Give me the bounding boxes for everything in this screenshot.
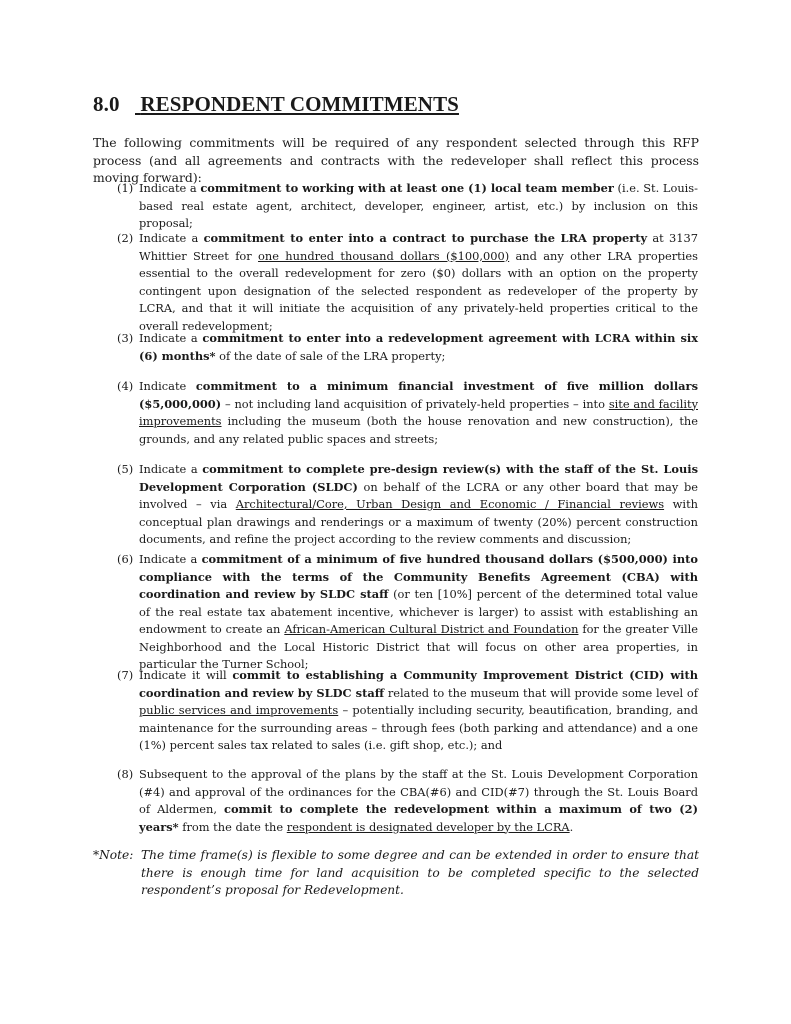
item-text: Indicate a commitment to complete pre-design review(s) with the staff of the St. Louis Development Corporation (SLDC) on behalf of the LCRA or any other board that may be involved – via Architectural/Core, Urban Design and Economic / Financial reviews with conceptual plan drawings and renderings or a maximum of twenty (20%) percent construction documents, and refine the project according to the review comments and discussion; [139, 462, 699, 546]
commitment-item-6 [117, 551, 698, 674]
item-number: (2) [117, 231, 134, 245]
commitment-item-4 [117, 378, 698, 448]
item-text: Indicate commitment to a minimum financial investment of five million dollars ($5,000,000) – not including land acquisition of privately-held properties – into site and facility improvements including the museum (both the house renovation and new construction), the grounds, and any related public spaces and streets; [139, 379, 698, 446]
item-number: (1) [117, 181, 134, 195]
footnote-label: *Note: [93, 848, 134, 862]
section-number: 8.0 [93, 92, 120, 116]
item-number: (7) [117, 668, 134, 682]
item-number: (3) [117, 331, 134, 345]
commitment-item-8 [117, 766, 698, 836]
item-number: (5) [117, 462, 134, 476]
commitment-item-7 [117, 667, 698, 755]
item-number: (4) [117, 379, 134, 393]
item-text: Subsequent to the approval of the plans by the staff at the St. Louis Development Corporation (#4) and approval of the ordinances for the CBA(#6) and CID(#7) through the St. Louis Board of Aldermen, commit to complete the redevelopment within a maximum of two (2) years* from the date the respondent is designated developer by the LCRA. [139, 767, 698, 834]
section-heading [93, 92, 459, 117]
item-text: Indicate it will commit to establishing a Community Improvement District (CID) with coordination and review by SLDC staff related to the museum that will provide some level of public services and improvements – potentially including security, beautification, branding, and maintenance for the surrounding areas – through fees (both parking and attendance) and a one (1%) percent sales tax related to sales (i.e. gift shop, etc.); and [139, 668, 699, 752]
item-text: Indicate a commitment to enter into a contract to purchase the LRA property at 3137 Whittier Street for one hundred thousand dollars ($100,000) and any other LRA properties essential to the overall redevelopment for zero ($0) dollars with an option on the property contingent upon designation of the selected respondent as redeveloper of the property by LCRA, and that it will initiate the acquisition of any privately-held properties critical to the overall redevelopment; [139, 231, 699, 333]
intro-paragraph: The following commitments will be required of any respondent selected through this RFP process (and all agreements and contracts with the redeveloper shall reflect this process moving forward): [93, 135, 699, 185]
item-number: (8) [117, 767, 134, 781]
commitment-item-3 [117, 330, 698, 365]
commitment-item-1 [117, 180, 698, 233]
item-text: Indicate a commitment of a minimum of five hundred thousand dollars ($500,000) into compliance with the terms of the Community Benefits Agreement (CBA) with coordination and review by SLDC staff (or ten [10%] percent of the determined total value of the real estate tax abatement incentive, whichever is larger) to assist with establishing an endowment to create an African-American Cultural District and Foundation for the greater Ville Neighborhood and the Local Historic District that will focus on other area properties, in particular the Turner School; [139, 552, 699, 671]
item-text: Indicate a commitment to enter into a redevelopment agreement with LCRA within six (6) months* of the date of sale of the LRA property; [139, 331, 698, 363]
footnote-text: The time frame(s) is flexible to some degree and can be extended in order to ensure that there is enough time for land acquisition to be completed specific to the selected respondent’s proposal for Redevelopment. [141, 848, 699, 897]
footnote [93, 847, 699, 900]
section-title: RESPONDENT COMMITMENTS [140, 92, 459, 116]
item-number: (6) [117, 552, 134, 566]
item-text: Indicate a commitment to working with at least one (1) local team member (i.e. St. Louis-based real estate agent, architect, developer, engineer, artist, etc.) by inclusion on this proposal; [139, 181, 698, 230]
commitment-item-2 [117, 230, 698, 335]
commitment-item-5 [117, 461, 698, 549]
